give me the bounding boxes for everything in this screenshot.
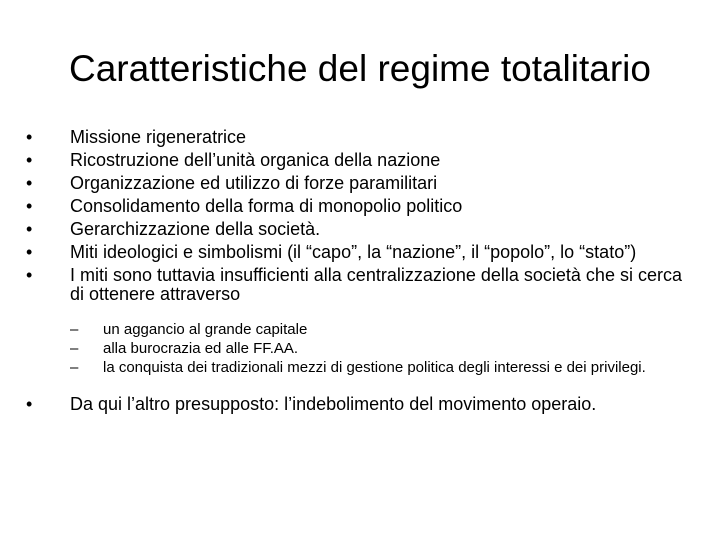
sub-bullet-marker: –: [70, 321, 79, 338]
sub-bullet-text: un aggancio al grande capitale: [103, 321, 308, 338]
bullet-marker: •: [26, 173, 33, 193]
bullet-marker: •: [26, 219, 33, 239]
bullet-item: [26, 151, 696, 170]
slide-title: Caratteristiche del regime totalitario: [69, 48, 651, 89]
bullet-marker: •: [26, 265, 33, 285]
bullet-item: [26, 243, 696, 262]
sub-bullet-text: la conquista dei tradizionali mezzi di gestione politica degli interessi e dei privilegi.: [103, 359, 646, 376]
sub-bullet-item: [70, 322, 696, 338]
sub-bullet-list: [70, 322, 696, 376]
sub-bullet-marker: –: [70, 359, 79, 376]
bullet-text: Ricostruzione dell’unità organica della nazione: [70, 150, 441, 170]
sub-bullet-marker: –: [70, 340, 79, 357]
bullet-marker: •: [26, 394, 33, 414]
bullet-text: Missione rigeneratrice: [70, 127, 247, 147]
sub-bullet-text: alla burocrazia ed alle FF.AA.: [103, 340, 299, 357]
bullet-marker: •: [26, 150, 33, 170]
bullet-text: Miti ideologici e simbolismi (il “capo”, la “nazione”, il “popolo”, lo “stato”): [70, 242, 637, 262]
bullet-item: [26, 220, 696, 239]
bullet-marker: •: [26, 127, 33, 147]
bullet-text: Da qui l’altro presupposto: l’indebolimento del movimento operaio.: [70, 394, 597, 414]
bullet-item: [26, 266, 696, 376]
bullet-list: [26, 128, 696, 418]
sub-bullet-item: [70, 341, 696, 357]
bullet-text: Organizzazione ed utilizzo di forze paramilitari: [70, 173, 438, 193]
sub-bullet-item: [70, 360, 696, 376]
bullet-marker: •: [26, 242, 33, 262]
bullet-marker: •: [26, 196, 33, 216]
bullet-item: [26, 128, 696, 147]
bullet-text: Gerarchizzazione della società.: [70, 219, 321, 239]
bullet-text: I miti sono tuttavia insufficienti alla centralizzazione della società che si cerca di ottenere attraverso: [70, 265, 682, 304]
bullet-item: [26, 197, 696, 216]
bullet-text: Consolidamento della forma di monopolio politico: [70, 196, 463, 216]
bullet-item: [26, 174, 696, 193]
bullet-item: [26, 395, 696, 414]
